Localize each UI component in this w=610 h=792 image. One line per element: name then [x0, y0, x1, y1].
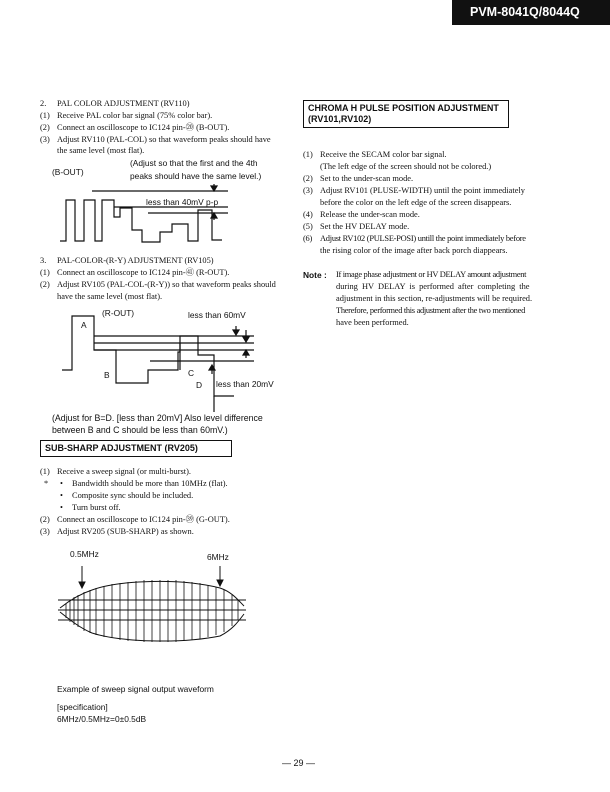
note-line-1: If image phase adjustment or HV DELAY amount adjustment [336, 270, 527, 279]
chroma-step-6 [303, 234, 526, 245]
step-text: Receive a sweep signal (or multi-burst). [57, 467, 191, 476]
bullet-text: Bandwidth should be more than 10MHz (flat). [72, 479, 228, 488]
step-number: (1) [303, 150, 313, 159]
sweep-caption: Example of sweep signal output waveform [57, 684, 214, 694]
section-title: SUB-SHARP ADJUSTMENT (RV205) [45, 443, 198, 453]
point-c-label: C [188, 368, 195, 378]
step-text: Adjust RV102 (PULSE-POSI) untill the point immediately before [320, 234, 526, 243]
chroma-step-2 [303, 174, 413, 185]
section-title: PAL COLOR ADJUSTMENT (RV110) [57, 99, 190, 108]
step-text: the rising color of the image after back porch diappears. [320, 246, 508, 255]
step-number: (2) [40, 280, 50, 289]
section-title: PAL-COLOR-(R-Y) ADJUSTMENT (RV105) [57, 256, 214, 265]
step-text: Adjust RV205 (SUB-SHARP) as shown. [57, 527, 194, 536]
step-text: before the color on the left edge of the screen disappears. [320, 198, 512, 207]
chroma-step-3 [303, 186, 525, 197]
bullet-icon: • [60, 491, 63, 500]
step-number: (4) [303, 210, 313, 219]
step-text: Receive the SECAM color bar signal. [320, 150, 447, 159]
chroma-step-1-cont [303, 162, 491, 173]
adjust-for-bd-line2: between B and C should be less than 60mV.) [52, 425, 228, 435]
r-out-label: (R-OUT) [102, 308, 135, 318]
bullet-text: Turn burst off. [72, 503, 121, 512]
note-line-2: during HV DELAY is performed after completing the [336, 282, 530, 291]
step-number: (3) [40, 135, 50, 144]
chroma-step-1 [303, 150, 447, 161]
chroma-step-6-cont [303, 246, 507, 257]
step-number: (5) [303, 222, 313, 231]
note-line-4: Therefore, performed this adjustment after the two mentioned [336, 306, 525, 315]
model-number-tab: PVM-8041Q/8044Q [452, 0, 610, 25]
bullet-text: Composite sync should be included. [72, 491, 194, 500]
note-line-3: adjustment in this section, re-adjustments will be required. [336, 294, 533, 303]
spec-value: 6MHz/0.5MHz=0±0.5dB [57, 714, 147, 724]
b-out-label: (B-OUT) [52, 167, 84, 177]
step-number: (3) [303, 186, 313, 195]
point-b-label: B [104, 370, 110, 380]
step-number: (2) [40, 515, 50, 524]
step-number: (1) [40, 268, 50, 277]
step-number: (1) [40, 111, 50, 120]
chroma-step-3-cont [303, 198, 511, 209]
spec-label: [specification] [57, 702, 108, 712]
bullet-icon: • [60, 503, 63, 512]
step-number: (6) [303, 234, 313, 243]
step-number: (1) [40, 467, 50, 476]
step-number: (2) [303, 174, 313, 183]
point-a-label: A [81, 320, 87, 330]
step-text: (The left edge of the screen should not be colored.) [320, 162, 492, 171]
pal-ry-step-2-cont: have the same level (most flat). [57, 292, 163, 301]
bullet-icon: • [60, 479, 63, 488]
less-than-60mv-label: less than 60mV [188, 310, 246, 320]
point-d-label: D [196, 380, 203, 390]
note-label: Note : [303, 270, 327, 280]
less-than-20mv-label: less than 20mV [216, 379, 274, 389]
page-number: — 29 — [282, 758, 316, 768]
less-than-40mv-label: less than 40mV p-p [146, 197, 219, 207]
sweep-0-5mhz-label: 0.5MHz [70, 549, 99, 559]
step-text: Adjust RV101 (PLUSE-WIDTH) until the point immediately [320, 186, 525, 195]
chroma-step-4 [303, 210, 420, 221]
step-text: Connect an oscilloscope to IC124 pin-㊴ (G-OUT). [57, 515, 230, 524]
step-number: (2) [40, 123, 50, 132]
step-text: Connect an oscilloscope to IC124 pin-㊶ (R-OUT). [57, 268, 230, 277]
asterisk-mark: * [44, 479, 49, 488]
section-title-line2: (RV101,RV102) [308, 114, 372, 124]
note-line-5: have been performed. [336, 318, 409, 327]
adjust-note-line1: (Adjust so that the first and the 4th [130, 158, 258, 168]
step-text: Set the HV DELAY mode. [320, 222, 410, 231]
step-text: Release the under-scan mode. [320, 210, 420, 219]
sweep-6mhz-label: 6MHz [207, 552, 229, 562]
step-text: Set to the under-scan mode. [320, 174, 414, 183]
step-text: Adjust RV105 (PAL-COL-(R-Y)) so that waveform peaks should [57, 280, 276, 289]
adjust-note-line2: peaks should have the same level.) [130, 171, 262, 181]
pal-step-3-cont: the same level (most flat). [57, 146, 145, 155]
step-text: Connect an oscilloscope to IC124 pin-⑳ (B-OUT). [57, 123, 230, 132]
section-number: 3. [40, 256, 47, 265]
chroma-step-5 [303, 222, 409, 233]
adjust-for-bd-line1: (Adjust for B=D. [less than 20mV] Also level difference [52, 413, 263, 423]
step-text: Receive PAL color bar signal (75% color bar). [57, 111, 213, 120]
step-text: Adjust RV110 (PAL-COL) so that waveform peaks should have [57, 135, 271, 144]
chroma-h-pulse-heading-box [303, 100, 509, 128]
section-number: 2. [40, 99, 47, 108]
section-title-line1: CHROMA H PULSE POSITION ADJUSTMENT [308, 103, 499, 113]
step-number: (3) [40, 527, 50, 536]
